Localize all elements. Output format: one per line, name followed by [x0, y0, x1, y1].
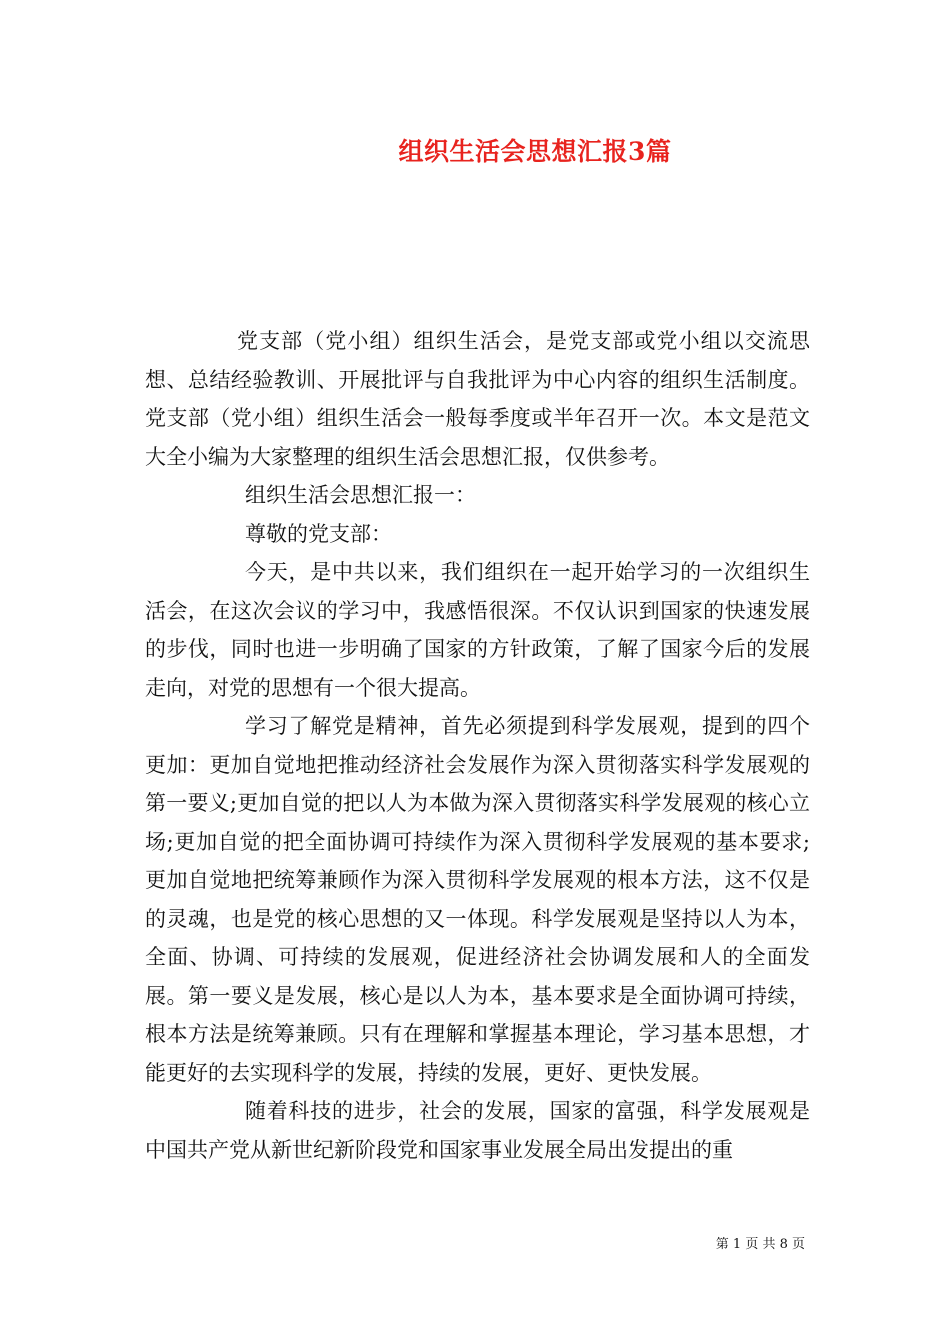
- intro-paragraph: 党支部（党小组）组织生活会，是党支部或党小组以交流思想、总结经验教训、开展批评与自我批评为中心内容的组织生活制度。党支部（党小组）组织生活会一般每季度或半年召开一次。本文是范文大全小编为大家整理的组织生活会思想汇报，仅供参考。: [145, 329, 810, 469]
- body-paragraph: 今天，是中共以来，我们组织在一起开始学习的一次组织生活会，在这次会议的学习中，我感悟很深。不仅认识到国家的快速发展的步伐，同时也进一步明确了国家的方针政策，了解了国家今后的发展走向，对党的思想有一个很大提高。: [145, 560, 810, 700]
- body-paragraph: 学习了解党是精神，首先必须提到科学发展观，提到的四个更加：更加自觉地把推动经济社会发展作为深入贯彻落实科学发展观的第一要义;更加自觉的把以人为本做为深入贯彻落实科学发展观的核心立场;更加自觉的把全面协调可持续作为深入贯彻科学发展观的基本要求;更加自觉地把统筹兼顾作为深入贯彻科学发展观的根本方法，这不仅是的灵魂，也是党的核心思想的又一体现。科学发展观是坚持以人为本，全面、协调、可持续的发展观，促进经济社会协调发展和人的全面发展。第一要义是发展，核心是以人为本，基本要求是全面协调可持续，根本方法是统筹兼顾。只有在理解和掌握基本理论，学习基本思想，才能更好的去实现科学的发展，持续的发展，更好、更快发展。: [145, 714, 810, 1085]
- body-paragraph: 随着科技的进步，社会的发展，国家的富强，科学发展观是中国共产党从新世纪新阶段党和国家事业发展全局出发提出的重: [145, 1099, 810, 1162]
- document-title: 组织生活会思想汇报3篇: [398, 137, 672, 166]
- page-number: 第 1 页 共 8 页: [715, 1237, 805, 1252]
- document-body: [145, 322, 810, 1169]
- salutation: 尊敬的党支部：: [245, 521, 392, 546]
- section-heading: 组织生活会思想汇报一：: [245, 483, 476, 507]
